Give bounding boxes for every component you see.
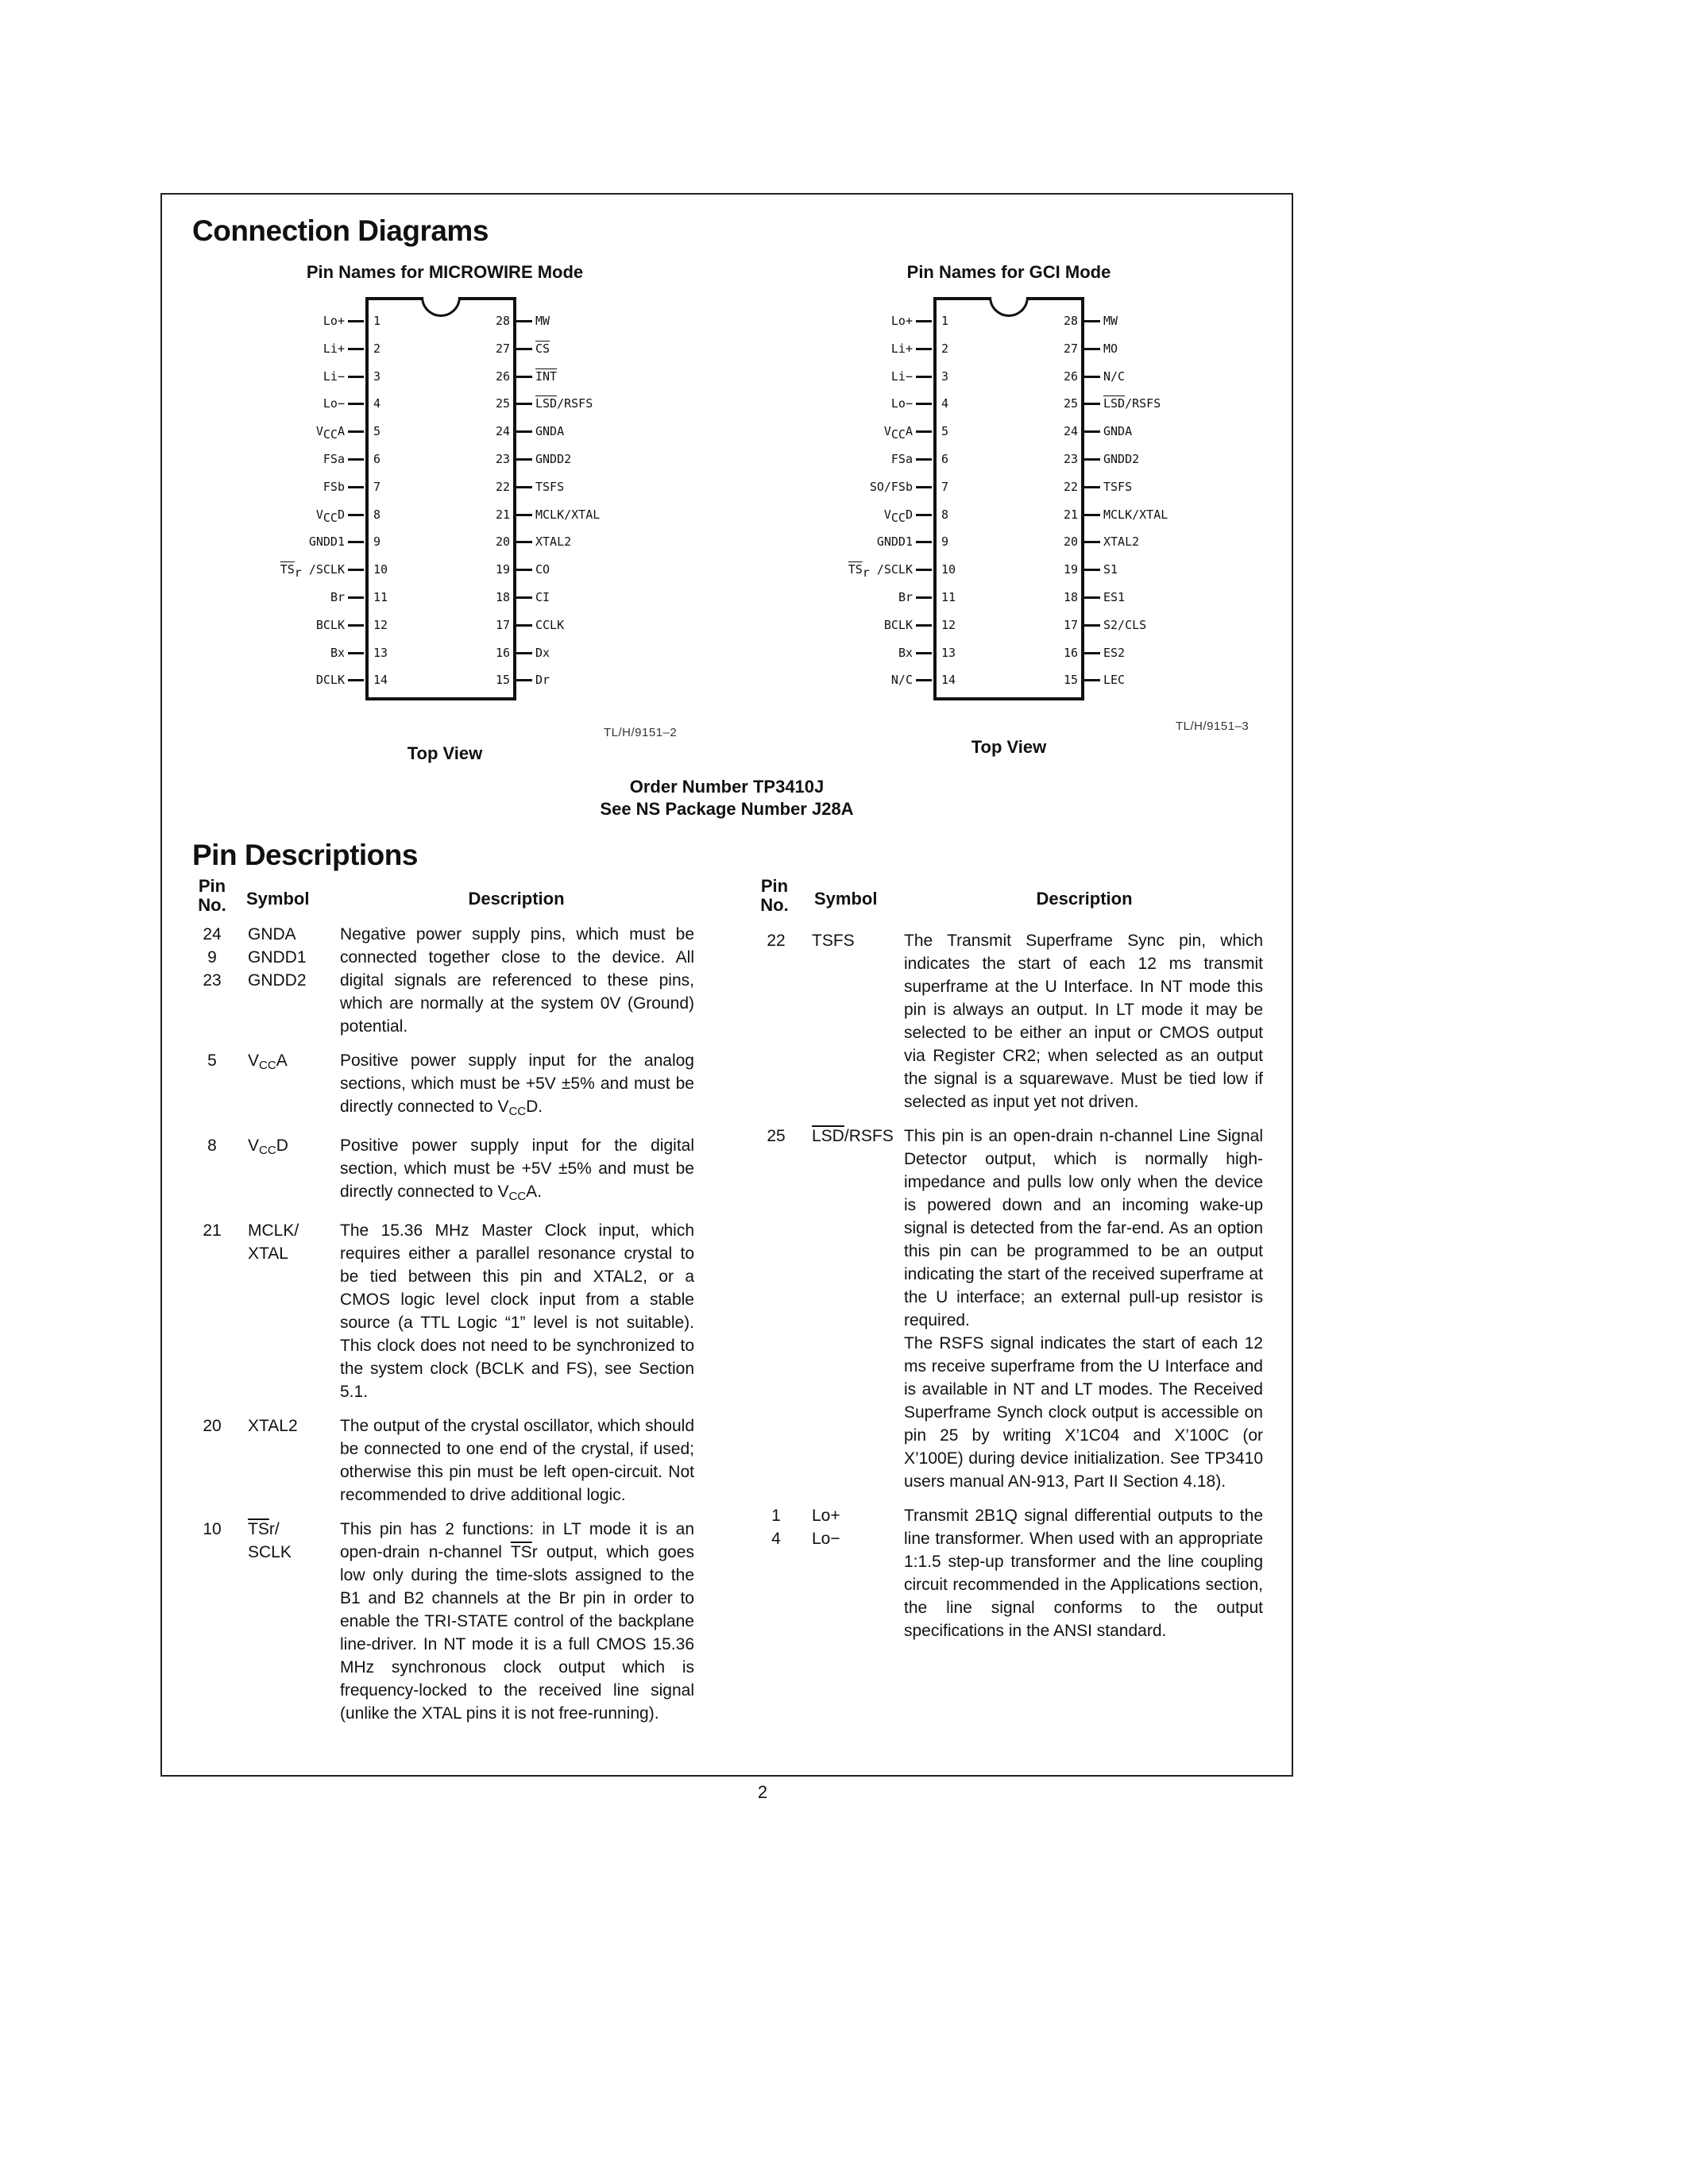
microwire-pin-19 — [469, 562, 786, 577]
pin-description-extra: The RSFS signal indicates the start of each 12 ms receive superframe from the U Interface and is available in NT and LT modes. The Received Superframe Synch clock output is accessible on pin 25 by writing X’1C04 and X’100C (or X’100E) during device initialization. See TP3410 users manual AN-913, Part II Section 4.18). — [904, 1334, 1263, 1491]
gci-pin-13 — [854, 646, 981, 660]
pin-name: $\overline{TS}r$ /SCLK — [280, 562, 345, 581]
pin-descriptions-title: Pin Descriptions — [192, 839, 418, 871]
gci-pin-27 — [1037, 341, 1354, 356]
pin-lead — [516, 514, 532, 516]
pin-description: The Transmit Superframe Sync pin, which indicates the start of each 12 ms transmit superframe at the U Interface. In NT mode this pin is always an output. In LT mode it may be selected to be either an input or CMOS output via Register CR2; when selected as an output the signal is a squarewave. Must be tied low if selected as input yet not driven. — [904, 932, 1263, 1111]
pin-number: 10 — [941, 562, 956, 577]
pin-lead — [1084, 458, 1100, 461]
pin-number: 22 — [495, 479, 510, 494]
pin-description: Transmit 2B1Q signal differential outputs to the line transformer. When used with an appropriate 1:1.5 step-up transformer and the line coupling circuit recommended in the Applications section, the line signal conforms to the output specifications in the ANSI standard. — [904, 1507, 1263, 1640]
pin-number: 4 — [941, 396, 949, 411]
pin-lead — [1084, 403, 1100, 405]
pin-number: 1 — [373, 314, 381, 328]
pin-symbol: Lo+ Lo− — [812, 1507, 840, 1548]
pin-lead — [916, 596, 932, 599]
pin-lead — [916, 430, 932, 433]
pin-number: 17 — [1063, 617, 1078, 632]
pin-lead — [516, 403, 532, 405]
gci-pin-14 — [854, 673, 981, 687]
pin-number: 1 — [941, 314, 949, 328]
pin-number: 27 — [1063, 341, 1078, 356]
pin-number: 21 — [1063, 507, 1078, 522]
pin-lead — [916, 541, 932, 543]
th-left-description: Description — [468, 889, 565, 909]
pin-number: 23 — [495, 452, 510, 466]
pin-number: 3 — [373, 369, 381, 384]
pin-name: LEC — [1103, 673, 1126, 688]
microwire-pin-9 — [286, 534, 413, 549]
microwire-pin-14 — [286, 673, 413, 687]
pin-number: 6 — [373, 452, 381, 466]
pin-lead — [348, 486, 364, 488]
pin-lead — [1084, 541, 1100, 543]
pin-lead — [516, 458, 532, 461]
pin-number: 8 — [373, 507, 381, 522]
microwire-pin-12 — [286, 618, 413, 632]
pin-description: The 15.36 MHz Master Clock input, which requires either a parallel resonance crystal to be tied between this pin and XTAL2, or a CMOS logic level clock input from a stable source (a TTL Logic “1” level is not suitable). This clock does not need to be synchronized to the system clock (BCLK and FS), see Section 5.1. — [340, 1221, 694, 1401]
pin-lead — [516, 652, 532, 654]
pin-number: 13 — [941, 645, 956, 660]
section-title: Connection Diagrams — [192, 214, 489, 247]
pin-description: Negative power supply pins, which must be connected together close to the device. All digital signals are referenced to these pins, which are normally at the system 0V (Ground) potential. — [340, 925, 694, 1036]
pin-number: 16 — [1063, 645, 1078, 660]
gci-pin-21 — [1037, 507, 1354, 522]
pin-lead — [348, 430, 364, 433]
pin-lead — [1084, 679, 1100, 681]
microwire-chip-body — [365, 297, 516, 700]
pin-name: FSa — [323, 452, 345, 466]
gci-pin-25 — [1037, 396, 1354, 411]
pin-number: 11 — [373, 590, 388, 604]
pin-name: GNDA — [1103, 424, 1133, 439]
th-left-symbol: Symbol — [246, 889, 310, 909]
microwire-chip-notch — [421, 297, 461, 317]
left-row-4 — [192, 1414, 694, 1507]
pin-lead — [516, 541, 532, 543]
pin-number: 2 — [941, 341, 949, 356]
pin-lead — [916, 320, 932, 322]
pin-lead — [1084, 348, 1100, 350]
pin-name: GNDD1 — [308, 534, 345, 550]
microwire-pin-20 — [469, 534, 786, 549]
th-left-pin — [192, 877, 232, 915]
pin-number: 26 — [1063, 369, 1078, 384]
pin-lead — [348, 652, 364, 654]
pin-lead — [1084, 596, 1100, 599]
left-row-0 — [192, 923, 694, 1038]
microwire-pin-7 — [286, 480, 413, 494]
pin-lead — [916, 679, 932, 681]
pin-lead — [1084, 569, 1100, 571]
microwire-pin-11 — [286, 590, 413, 604]
pin-description: Positive power supply input for the digital section, which must be +5V ±5% and must be directly connected to $V_{CC}A$. — [340, 1136, 694, 1203]
pin-name: FSb — [323, 479, 345, 494]
right-row-1 — [756, 1125, 1263, 1493]
pin-description: Positive power supply input for the analog sections, which must be +5V ±5% and must be directly connected to $V_{CC}D$. — [340, 1051, 694, 1118]
pin-number: 14 — [941, 673, 956, 688]
left-row-5 — [192, 1518, 694, 1725]
pin-lead — [516, 486, 532, 488]
microwire-pin-24 — [469, 424, 786, 438]
pin-name: BCLK — [883, 617, 913, 632]
pin-name: CI — [535, 590, 550, 604]
pin-symbol: XTAL2 — [248, 1417, 298, 1435]
microwire-pin-2 — [286, 341, 413, 356]
pin-symbol: $V_{CC}D$ — [248, 1136, 288, 1157]
pin-symbol: TSFS — [812, 932, 855, 950]
pin-lead — [916, 652, 932, 654]
pin-name: MW — [1103, 314, 1118, 328]
pin-lead — [516, 376, 532, 378]
pin-name: MCLK/XTAL — [535, 507, 601, 522]
pin-number: 16 — [495, 645, 510, 660]
gci-pin-11 — [854, 590, 981, 604]
pin-name: GNDD2 — [535, 452, 572, 466]
gci-pin-26 — [1037, 369, 1354, 384]
pin-number: 23 — [1063, 452, 1078, 466]
pin-number: 24 — [1063, 424, 1078, 439]
gci-pin-10 — [848, 562, 981, 581]
pin-number: 18 — [1063, 590, 1078, 604]
gci-pin-17 — [1037, 618, 1354, 632]
pin-no: 21 — [203, 1221, 222, 1240]
pin-number: 26 — [495, 369, 510, 384]
pin-number: 12 — [373, 617, 388, 632]
pin-name: CCLK — [535, 617, 565, 632]
microwire-pin-13 — [286, 646, 413, 660]
pin-table-right — [756, 929, 1263, 1653]
pin-name: DCLK — [315, 673, 345, 688]
pin-name: $\overline{LSD}$/RSFS — [1103, 396, 1161, 411]
pin-name: Lo− — [323, 396, 345, 411]
pin-number: 15 — [1063, 673, 1078, 688]
pin-description: The output of the crystal oscillator, which should be connected to one end of the crystal, if used; otherwise this pin must be left open-circuit. Not recommended to drive additional logic. — [340, 1417, 694, 1504]
gci-pin-7 — [854, 480, 981, 494]
pin-number: 3 — [941, 369, 949, 384]
pin-no: 8 — [207, 1136, 217, 1155]
microwire-pin-15 — [469, 673, 786, 687]
microwire-pin-27 — [469, 341, 786, 356]
pin-number: 12 — [941, 617, 956, 632]
pin-name: MCLK/XTAL — [1103, 507, 1168, 522]
pin-no: 24 9 23 — [203, 925, 222, 990]
pin-name: Lo− — [890, 396, 913, 411]
pin-no: 25 — [767, 1127, 786, 1145]
gci-pin-4 — [854, 396, 981, 411]
pin-lead — [348, 320, 364, 322]
gci-chip-body — [933, 297, 1084, 700]
pin-lead — [1084, 320, 1100, 322]
pin-number: 13 — [373, 645, 388, 660]
pin-name: CO — [535, 562, 550, 577]
gci-pin-12 — [854, 618, 981, 632]
pin-number: 4 — [373, 396, 381, 411]
pin-name: Lo+ — [890, 314, 913, 328]
pin-name: Lo+ — [323, 314, 345, 328]
gci-pin-5 — [854, 424, 981, 442]
pin-name: Li+ — [890, 341, 913, 356]
pin-name: SO/FSb — [869, 479, 913, 494]
pin-no: 1 4 — [771, 1507, 781, 1548]
pin-no: 20 — [203, 1417, 222, 1435]
pin-lead — [348, 403, 364, 405]
pin-lead — [916, 403, 932, 405]
pin-name: ES1 — [1103, 590, 1126, 604]
pin-name: GNDD2 — [1103, 452, 1140, 466]
pin-lead — [516, 596, 532, 599]
pin-lead — [916, 486, 932, 488]
pin-name: Bx — [898, 645, 913, 660]
pin-symbol: $V_{CC}A$ — [248, 1051, 288, 1072]
pin-lead — [348, 348, 364, 350]
pin-name: GNDA — [535, 424, 565, 439]
pin-name: VCCA — [883, 424, 913, 442]
microwire-pin-8 — [286, 507, 413, 525]
gci-pin-20 — [1037, 534, 1354, 549]
pin-name: MW — [535, 314, 550, 328]
pin-lead — [516, 348, 532, 350]
left-row-3 — [192, 1219, 694, 1403]
pin-name: BCLK — [315, 617, 345, 632]
pin-lead — [916, 376, 932, 378]
pin-lead — [348, 458, 364, 461]
pin-diagram-microwire — [280, 291, 778, 735]
microwire-pin-25 — [469, 396, 786, 411]
microwire-pin-5 — [286, 424, 413, 442]
gci-pin-8 — [854, 507, 981, 525]
microwire-pin-18 — [469, 590, 786, 604]
gci-pin-3 — [854, 369, 981, 384]
pin-symbol: GNDA GNDD1 GNDD2 — [248, 925, 307, 990]
pin-symbol: $\overline{TS}r/$ SCLK — [248, 1520, 292, 1561]
pin-lead — [916, 458, 932, 461]
pin-name: Li− — [323, 369, 345, 384]
pin-description: This pin is an open-drain n-channel Line Signal Detector output, which is normally high-impedance and pulls low only when the device is powered down and an incoming wake-up signal is detected from the far-end. As an option this pin can be programmed to be an output indicating the start of the received superframe at the U interface; an external pull-up resistor is required. — [904, 1127, 1263, 1329]
pin-number: 27 — [495, 341, 510, 356]
pin-name: ES2 — [1103, 645, 1126, 660]
pin-number: 9 — [941, 534, 949, 550]
diagram-right-view: Top View — [971, 737, 1047, 757]
pin-lead — [348, 596, 364, 599]
pin-name: S1 — [1103, 562, 1118, 577]
page-number: 2 — [757, 1782, 768, 1802]
pin-name: VCCD — [883, 507, 913, 525]
pin-number: 11 — [941, 590, 956, 604]
pin-number: 21 — [495, 507, 510, 522]
th-left-pin-label: Pin No. — [198, 876, 226, 915]
left-row-1 — [192, 1049, 694, 1123]
diagram-right-title: Pin Names for GCI Mode — [906, 262, 1111, 282]
pin-lead — [516, 624, 532, 627]
pin-name: Li+ — [323, 341, 345, 356]
pin-lead — [1084, 376, 1100, 378]
left-row-2 — [192, 1134, 694, 1208]
microwire-pin-26 — [469, 369, 786, 384]
pin-lead — [1084, 514, 1100, 516]
pin-number: 9 — [373, 534, 381, 550]
microwire-pin-1 — [286, 314, 413, 328]
th-right-pin — [755, 877, 794, 915]
microwire-pin-4 — [286, 396, 413, 411]
pin-name: $\overline{LSD}$/RSFS — [535, 396, 593, 411]
pin-number: 2 — [373, 341, 381, 356]
gci-pin-24 — [1037, 424, 1354, 438]
pin-name: Br — [330, 590, 345, 604]
pin-lead — [348, 624, 364, 627]
pin-name: Li− — [890, 369, 913, 384]
diagram-right-ref: TL/H/9151–3 — [1176, 720, 1250, 733]
pin-number: 17 — [495, 617, 510, 632]
pin-lead — [516, 430, 532, 433]
order-number: Order Number TP3410J — [629, 777, 825, 797]
pin-name: N/C — [1103, 369, 1126, 384]
microwire-pin-16 — [469, 646, 786, 660]
pin-lead — [916, 514, 932, 516]
gci-pin-18 — [1037, 590, 1354, 604]
microwire-pin-23 — [469, 452, 786, 466]
microwire-pin-22 — [469, 480, 786, 494]
pin-number: 18 — [495, 590, 510, 604]
pin-symbol: $\overline{LSD}$/RSFS — [812, 1127, 894, 1145]
microwire-pin-28 — [469, 314, 786, 328]
pin-number: 24 — [495, 424, 510, 439]
gci-pin-9 — [854, 534, 981, 549]
pin-symbol: MCLK/ XTAL — [248, 1221, 299, 1263]
pin-lead — [1084, 652, 1100, 654]
pin-lead — [348, 514, 364, 516]
pin-number: 19 — [1063, 562, 1078, 577]
microwire-pin-17 — [469, 618, 786, 632]
microwire-pin-21 — [469, 507, 786, 522]
pin-number: 22 — [1063, 479, 1078, 494]
pin-name: VCCD — [315, 507, 345, 525]
gci-pin-28 — [1037, 314, 1354, 328]
pin-no: 10 — [203, 1520, 222, 1538]
pin-name: S2/CLS — [1103, 617, 1147, 632]
pin-number: 19 — [495, 562, 510, 577]
pin-number: 7 — [941, 479, 949, 494]
pin-no: 5 — [207, 1051, 217, 1070]
pin-lead — [1084, 430, 1100, 433]
pin-number: 5 — [941, 424, 949, 439]
th-right-symbol: Symbol — [814, 889, 878, 909]
pin-number: 6 — [941, 452, 949, 466]
pin-lead — [348, 679, 364, 681]
pin-table-left — [192, 923, 694, 1736]
pin-name: MO — [1103, 341, 1118, 356]
pin-name: $\overline{CS}$ — [535, 341, 550, 356]
microwire-pin-10 — [280, 562, 413, 581]
gci-pin-2 — [854, 341, 981, 356]
pin-lead — [916, 348, 932, 350]
pin-lead — [348, 569, 364, 571]
pin-name: TSFS — [535, 479, 565, 494]
pin-diagram-gci — [848, 291, 1346, 735]
pin-number: 28 — [495, 314, 510, 328]
pin-lead — [1084, 486, 1100, 488]
gci-pin-22 — [1037, 480, 1354, 494]
pin-name: FSa — [890, 452, 913, 466]
pin-number: 7 — [373, 479, 381, 494]
right-row-0 — [756, 929, 1263, 1113]
pin-name: $\overline{TS}r$ /SCLK — [848, 562, 913, 581]
pin-name: GNDD1 — [876, 534, 913, 550]
th-right-pin-label: Pin No. — [760, 876, 789, 915]
pin-no: 22 — [767, 932, 786, 950]
pin-number: 20 — [1063, 534, 1078, 550]
pin-name: N/C — [890, 673, 913, 688]
pin-number: 25 — [495, 396, 510, 411]
pin-lead — [516, 569, 532, 571]
pin-lead — [348, 541, 364, 543]
pin-number: 5 — [373, 424, 381, 439]
pin-name: XTAL2 — [1103, 534, 1140, 550]
gci-pin-15 — [1037, 673, 1354, 687]
pin-number: 8 — [941, 507, 949, 522]
pin-lead — [1084, 624, 1100, 627]
pin-lead — [916, 569, 932, 571]
pin-name: $\overline{INT}$ — [535, 369, 558, 384]
diagram-left-title: Pin Names for MICROWIRE Mode — [306, 262, 584, 282]
microwire-pin-6 — [286, 452, 413, 466]
diagram-left-view: Top View — [407, 743, 483, 763]
pin-name: Dr — [535, 673, 550, 688]
gci-pin-6 — [854, 452, 981, 466]
pin-number: 10 — [373, 562, 388, 577]
pin-number: 25 — [1063, 396, 1078, 411]
gci-pin-16 — [1037, 646, 1354, 660]
pin-number: 15 — [495, 673, 510, 688]
pin-name: TSFS — [1103, 479, 1133, 494]
package-number: See NS Package Number J28A — [600, 799, 854, 819]
right-row-2 — [756, 1504, 1263, 1642]
gci-chip-notch — [989, 297, 1029, 317]
pin-name: Dx — [535, 645, 550, 660]
microwire-pin-3 — [286, 369, 413, 384]
pin-lead — [516, 679, 532, 681]
pin-name: Br — [898, 590, 913, 604]
pin-name: Bx — [330, 645, 345, 660]
pin-number: 14 — [373, 673, 388, 688]
pin-lead — [348, 376, 364, 378]
th-right-description: Description — [1036, 889, 1133, 909]
pin-description: This pin has 2 functions: in LT mode it is an open-drain n-channel $\overline{TS}r$ output, which goes low only during the time-slots assigned to the B1 and B2 channels at the Br pin in order to enable the TRI-STATE control of the backplane line-driver. In NT mode it is a full CMOS 15.36 MHz synchronous clock output which is frequency-locked to the received line signal (unlike the XTAL pins it is not free-running). — [340, 1520, 694, 1723]
pin-number: 20 — [495, 534, 510, 550]
gci-pin-1 — [854, 314, 981, 328]
pin-number: 28 — [1063, 314, 1078, 328]
gci-pin-19 — [1037, 562, 1354, 577]
pin-name: XTAL2 — [535, 534, 572, 550]
gci-pin-23 — [1037, 452, 1354, 466]
pin-lead — [916, 624, 932, 627]
pin-lead — [516, 320, 532, 322]
diagram-left-ref: TL/H/9151–2 — [604, 726, 678, 739]
pin-name: VCCA — [315, 424, 345, 442]
